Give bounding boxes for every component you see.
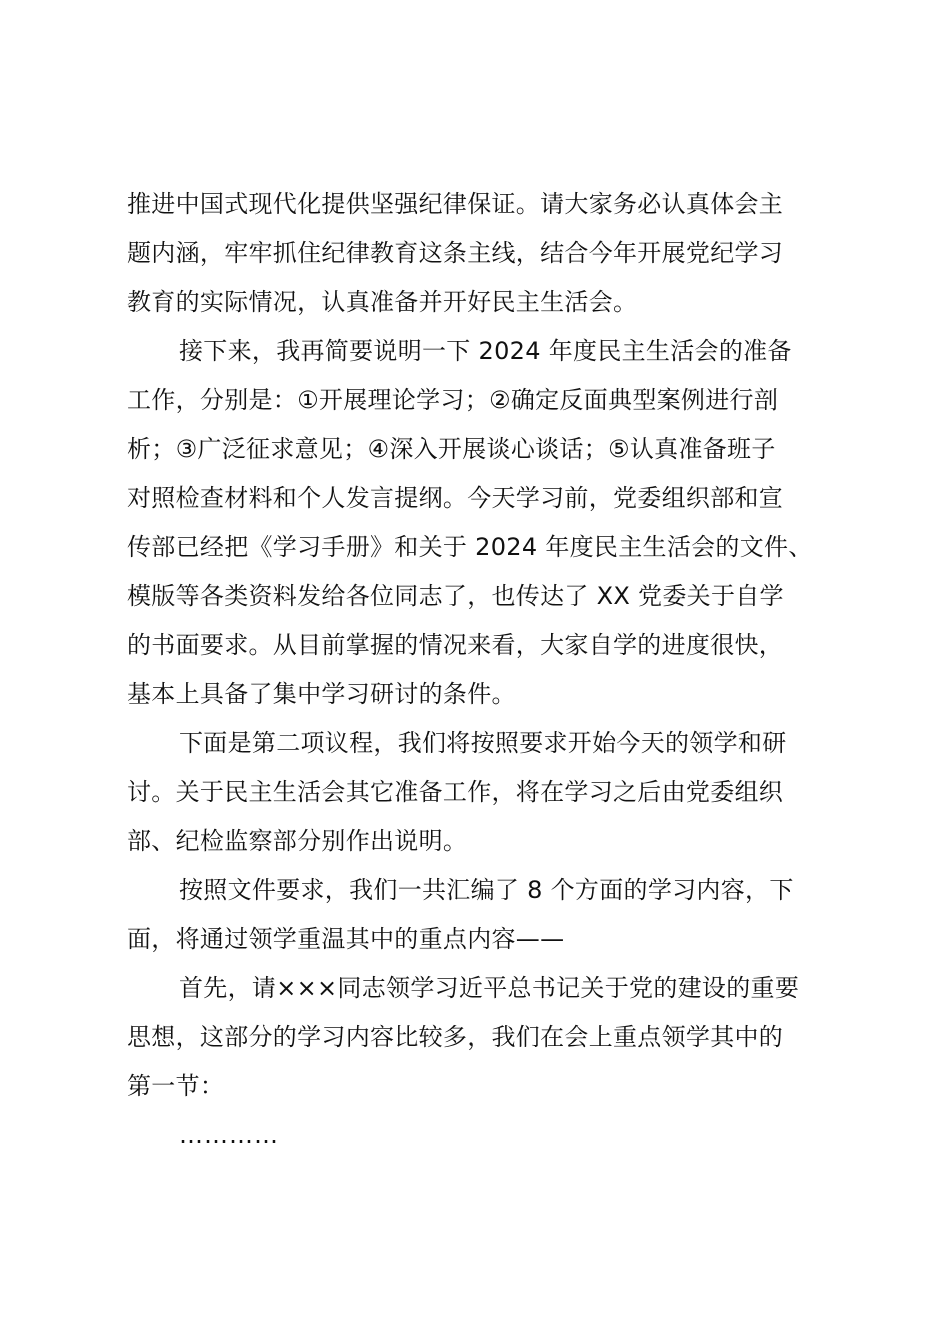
paragraph-1 [127, 180, 839, 327]
paragraph-5 [127, 964, 839, 1111]
text-line: 首先，请×××同志领学习近平总书记关于党的建设的重要 [179, 974, 800, 1002]
text-line: 按照文件要求，我们一共汇编了 8 个方面的学习内容，下 [179, 876, 794, 904]
document-body [127, 180, 839, 1160]
text-line: 讨。关于民主生活会其它准备工作，将在学习之后由党委组织 [127, 778, 784, 806]
text-line: 部、纪检监察部分别作出说明。 [127, 827, 468, 855]
text-line: 推进中国式现代化提供坚强纪律保证。请大家务必认真体会主 [127, 190, 784, 218]
text-line: 传部已经把《学习手册》和关于 2024 年度民主生活会的文件、 [127, 533, 813, 561]
text-line: 基本上具备了集中学习研讨的条件。 [127, 680, 516, 708]
text-line: 工作，分别是：①开展理论学习；②确定反面典型案例进行剖 [127, 386, 779, 414]
paragraph-4 [127, 866, 839, 964]
text-line: 第一节： [127, 1072, 225, 1100]
paragraph-2 [127, 327, 839, 719]
paragraph-3 [127, 719, 839, 866]
ellipsis-line: ………… [179, 1121, 279, 1149]
text-line: 下面是第二项议程，我们将按照要求开始今天的领学和研 [179, 729, 787, 757]
text-line: 的书面要求。从目前掌握的情况来看，大家自学的进度很快， [127, 631, 784, 659]
text-line: 对照检查材料和个人发言提纲。今天学习前，党委组织部和宣 [127, 484, 784, 512]
text-line: 析；③广泛征求意见；④深入开展谈心谈话；⑤认真准备班子 [127, 435, 776, 463]
text-line: 面，将通过领学重温其中的重点内容—— [127, 925, 565, 953]
text-line: 题内涵，牢牢抓住纪律教育这条主线，结合今年开展党纪学习 [127, 239, 784, 267]
text-line: 思想，这部分的学习内容比较多，我们在会上重点领学其中的 [127, 1023, 784, 1051]
paragraph-6 [127, 1111, 839, 1160]
text-line: 教育的实际情况，认真准备并开好民主生活会。 [127, 288, 638, 316]
text-line: 接下来，我再简要说明一下 2024 年度民主生活会的准备 [179, 337, 792, 365]
text-line: 模版等各类资料发给各位同志了，也传达了 XX 党委关于自学 [127, 582, 784, 610]
